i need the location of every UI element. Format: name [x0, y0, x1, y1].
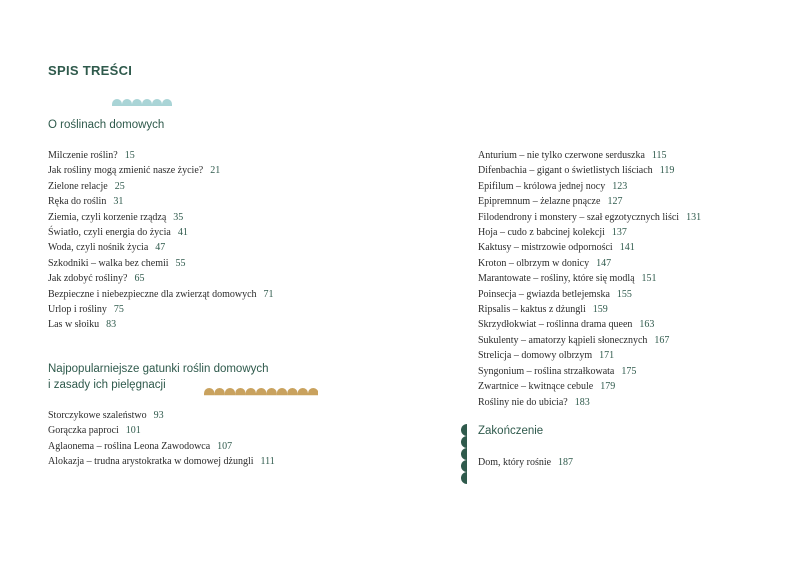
- toc-entry[interactable]: [478, 287, 701, 302]
- scallop: [277, 388, 287, 395]
- entry-page: 179: [600, 381, 616, 393]
- heading-line: Zakończenie: [478, 425, 544, 437]
- entry-page: 175: [621, 365, 637, 377]
- scallop: [298, 388, 308, 395]
- entry-title: Aglaonema – roślina Leona Zawodowca: [48, 440, 211, 452]
- entry-title: Rośliny nie do ubicia?: [478, 396, 568, 408]
- entry-page: 167: [654, 334, 670, 346]
- toc-entry[interactable]: [478, 271, 701, 286]
- heading-line: O roślinach domowych: [48, 119, 165, 131]
- entry-title: Ręka do roślin: [48, 196, 107, 208]
- entry-title: Ziemia, czyli korzenie rządzą: [48, 211, 167, 223]
- toc-entry[interactable]: [478, 333, 701, 348]
- heading-line: Najpopularniejsze gatunki roślin domowych: [48, 363, 269, 375]
- entry-page: 31: [113, 196, 124, 208]
- toc-list-section-2-right: [478, 148, 701, 410]
- entry-page: 71: [263, 288, 274, 300]
- toc-entry[interactable]: [48, 408, 275, 423]
- toc-list-section-3: [478, 455, 573, 470]
- entry-page: 35: [173, 211, 184, 223]
- entry-page: 21: [210, 165, 221, 177]
- scallop: [122, 99, 132, 106]
- toc-entry[interactable]: [48, 423, 275, 438]
- toc-list-section-1: [48, 148, 274, 333]
- entry-title: Las w słoiku: [48, 319, 100, 331]
- toc-entry[interactable]: [48, 256, 274, 271]
- toc-entry[interactable]: [48, 163, 274, 178]
- toc-entry[interactable]: [478, 194, 701, 209]
- scallop: [225, 388, 235, 395]
- toc-entry[interactable]: [478, 210, 701, 225]
- scallop: [461, 460, 467, 472]
- entry-page: 151: [641, 273, 657, 285]
- entry-title: Syngonium – roślina strzałkowata: [478, 365, 615, 377]
- entry-page: 93: [153, 410, 164, 421]
- entry-page: 15: [124, 150, 135, 161]
- entry-page: 159: [592, 304, 608, 316]
- entry-page: 101: [125, 425, 141, 437]
- toc-entry[interactable]: [48, 271, 274, 286]
- entry-title: Filodendrony i monstery – szał egzotycznych liści: [478, 211, 680, 223]
- scallop: [461, 436, 467, 448]
- toc-entry[interactable]: [478, 348, 701, 363]
- entry-page: 25: [114, 180, 125, 192]
- entry-title: Zielone relacje: [48, 180, 108, 192]
- entry-title: Gorączka paproci: [48, 425, 119, 437]
- toc-entry[interactable]: [48, 302, 274, 317]
- entry-title: Anturium – nie tylko czerwone serduszka: [478, 150, 645, 161]
- toc-entry[interactable]: [48, 454, 275, 469]
- gold-scallop-ornament: [204, 387, 318, 397]
- scallop: [152, 99, 162, 106]
- toc-entry[interactable]: [478, 179, 701, 194]
- entry-page: 47: [155, 242, 166, 254]
- entry-title: Difenbachia – gigant o świetlistych liściach: [478, 165, 653, 177]
- toc-entry[interactable]: [48, 194, 274, 209]
- scallop: [308, 388, 318, 395]
- heading-line: i zasady ich pielęgnacji: [48, 379, 166, 391]
- entry-title: Jak rośliny mogą zmienić nasze życie?: [48, 165, 204, 177]
- toc-entry[interactable]: [478, 240, 701, 255]
- entry-page: 119: [659, 165, 675, 177]
- entry-title: Zwartnice – kwitnące cebule: [478, 381, 594, 393]
- entry-title: Jak zdobyć rośliny?: [48, 273, 128, 285]
- entry-page: 155: [616, 288, 632, 300]
- toc-entry[interactable]: [478, 317, 701, 332]
- entry-page: 123: [612, 180, 628, 192]
- entry-page: 163: [639, 319, 655, 331]
- entry-page: 65: [134, 273, 145, 285]
- entry-page: 111: [260, 456, 275, 468]
- entry-page: 55: [175, 257, 186, 269]
- toc-entry[interactable]: [478, 148, 701, 163]
- scallop: [256, 388, 266, 395]
- entry-title: Ripsalis – kaktus z dżungli: [478, 304, 586, 316]
- scallop: [461, 424, 467, 436]
- entry-title: Kroton – olbrzym w donicy: [478, 257, 590, 269]
- entry-title: Milczenie roślin?: [48, 150, 118, 161]
- green-scallop-ornament: [460, 424, 468, 486]
- entry-title: Marantowate – rośliny, które się modlą: [478, 273, 635, 285]
- entry-title: Dom, który rośnie: [478, 457, 552, 468]
- entry-title: Strelicja – domowy olbrzym: [478, 350, 593, 362]
- toc-entry[interactable]: [48, 179, 274, 194]
- toc-entry[interactable]: [478, 379, 701, 394]
- entry-page: 137: [611, 227, 627, 239]
- toc-entry[interactable]: [478, 364, 701, 379]
- toc-entry[interactable]: [48, 210, 274, 225]
- entry-title: Skrzydłokwiat – roślinna drama queen: [478, 319, 633, 331]
- entry-page: 75: [113, 304, 124, 316]
- entry-page: 147: [596, 257, 612, 269]
- toc-entry[interactable]: [478, 256, 701, 271]
- entry-page: 115: [651, 150, 667, 161]
- toc-entry[interactable]: [478, 163, 701, 178]
- toc-entry[interactable]: [478, 455, 573, 470]
- toc-list-section-2-left: [48, 408, 275, 470]
- entry-page: 83: [106, 319, 117, 331]
- scallop: [214, 388, 224, 395]
- entry-title: Poinsecja – gwiazda betlejemska: [478, 288, 610, 300]
- scallop: [235, 388, 245, 395]
- toc-entry[interactable]: [478, 225, 701, 240]
- entry-title: Światło, czyli energia do życia: [48, 227, 171, 239]
- entry-page: 183: [574, 396, 590, 408]
- entry-title: Storczykowe szaleństwo: [48, 410, 147, 421]
- toc-entry[interactable]: [48, 317, 274, 332]
- entry-page: 131: [686, 211, 702, 223]
- entry-title: Epifilum – królowa jednej nocy: [478, 180, 606, 192]
- section-heading-ending: [478, 423, 543, 439]
- entry-title: Hoja – cudo z babcinej kolekcji: [478, 227, 605, 239]
- toc-entry[interactable]: [48, 148, 274, 163]
- toc-entry[interactable]: [48, 439, 275, 454]
- entry-page: 141: [619, 242, 635, 254]
- scallop: [266, 388, 276, 395]
- toc-entry[interactable]: [48, 225, 274, 240]
- entry-title: Alokazja – trudna arystokratka w domowej dżungli: [48, 456, 254, 468]
- toc-entry[interactable]: [478, 302, 701, 317]
- toc-entry[interactable]: [48, 240, 274, 255]
- scallop: [112, 99, 122, 106]
- scallop: [461, 448, 467, 460]
- entry-title: Epipremnum – żelazne pnącze: [478, 196, 601, 208]
- entry-page: 187: [558, 457, 574, 468]
- entry-page: 107: [217, 440, 233, 452]
- section-heading-houseplants: [48, 117, 164, 133]
- scallop: [132, 99, 142, 106]
- toc-entry[interactable]: [478, 395, 701, 410]
- scallop: [287, 388, 297, 395]
- toc-title: SPIS TREŚCI: [48, 63, 133, 78]
- entry-title: Sukulenty – amatorzy kąpieli słonecznych: [478, 334, 648, 346]
- entry-page: 171: [599, 350, 615, 362]
- scallop: [461, 472, 467, 484]
- entry-title: Kaktusy – mistrzowie odporności: [478, 242, 613, 254]
- entry-title: Urlop i rośliny: [48, 304, 107, 316]
- entry-page: 41: [177, 227, 188, 239]
- entry-title: Bezpieczne i niebezpieczne dla zwierząt domowych: [48, 288, 257, 300]
- scallop: [142, 99, 152, 106]
- toc-entry[interactable]: [48, 287, 274, 302]
- entry-page: 127: [607, 196, 623, 208]
- scallop: [204, 388, 214, 395]
- scallop: [246, 388, 256, 395]
- entry-title: Woda, czyli nośnik życia: [48, 242, 149, 254]
- entry-title: Szkodniki – walka bez chemii: [48, 257, 169, 269]
- blue-scallop-ornament: [112, 98, 172, 108]
- scallop: [162, 99, 172, 106]
